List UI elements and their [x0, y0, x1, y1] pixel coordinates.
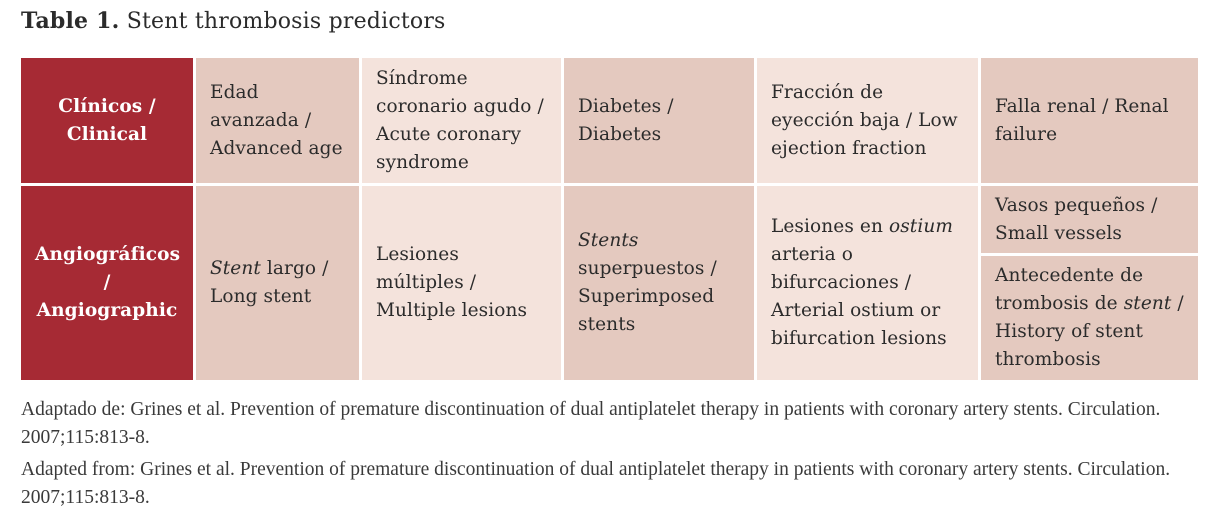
- table-cell: [564, 186, 754, 380]
- table-cell: [981, 256, 1198, 380]
- cell-italic: stent: [1123, 293, 1172, 314]
- table-cell: Falla renal / Renal failure: [981, 58, 1198, 183]
- predictors-table: [18, 55, 1201, 383]
- table-cell: [757, 186, 978, 380]
- cell-text: arteria o bifurcaciones / Arterial ostium or bifurcation lesions: [771, 244, 947, 349]
- table-cell: Lesiones múltiples / Multiple lesions: [362, 186, 561, 380]
- table-cell: Diabetes / Diabetes: [564, 58, 754, 183]
- footnote-spanish: Adaptado de: Grines et al. Prevention of premature discontinuation of dual antiplatelet therapy in patients with coronary artery stents. Circulation. 2007;115:813-8.: [21, 399, 1161, 448]
- table-cell: Síndrome coronario agudo / Acute coronary syndrome: [362, 58, 561, 183]
- table-row-clinical: [21, 58, 1198, 183]
- row-header-line: Clinical: [66, 123, 148, 145]
- cell-text: superpuestos / Superimposed stents: [578, 258, 717, 335]
- table-title-text: Stent thrombosis predictors: [126, 9, 446, 34]
- cell-text: largo / Long stent: [210, 258, 329, 307]
- cell-text: Lesiones en: [771, 216, 889, 237]
- footnote-english: Adapted from: Grines et al. Prevention of premature discontinuation of dual antiplatelet therapy in patients with coronary artery stents. Circulation. 2007;115:813-8.: [21, 459, 1171, 508]
- cell-italic: Stent: [210, 258, 261, 279]
- table-cell: Edad avanzada / Advanced age: [196, 58, 359, 183]
- table-cell: Vasos pequeños / Small vessels: [981, 186, 1198, 253]
- cell-text: Antecedente de trombosis de: [995, 265, 1144, 314]
- table-row-angiographic: [21, 186, 1198, 253]
- table-title-label: Table 1.: [21, 8, 120, 34]
- table-title: [21, 8, 446, 34]
- cell-text: / History of stent thrombosis: [995, 293, 1184, 370]
- row-header-angiographic: [21, 186, 193, 380]
- cell-italic: ostium: [888, 216, 954, 237]
- row-header-line: Angiográficos: [35, 244, 181, 265]
- table-cell: Fracción de eyección baja / Low ejection fraction: [757, 58, 978, 183]
- row-header-clinical: [21, 58, 193, 183]
- cell-italic: Stents: [578, 230, 639, 251]
- table-cell: [196, 186, 359, 380]
- row-header-line: Angiographic: [36, 300, 178, 321]
- row-header-line: /: [103, 272, 111, 293]
- row-header-line: Clínicos /: [58, 95, 156, 117]
